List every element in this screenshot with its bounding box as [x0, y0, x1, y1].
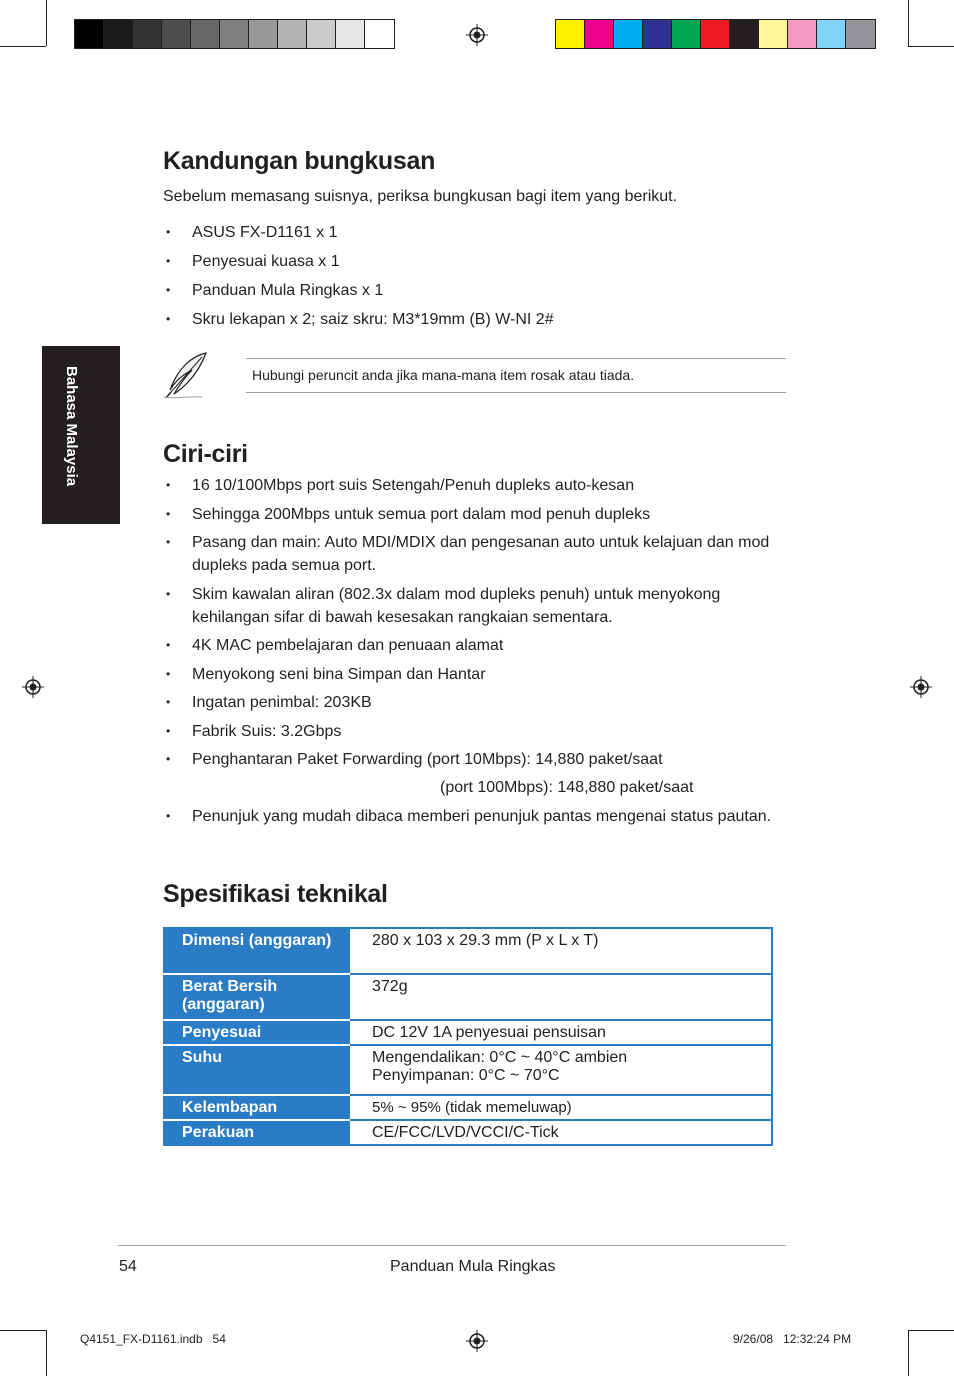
crop-mark [908, 46, 954, 47]
list-item: • ASUS FX-D1161 x 1 [163, 221, 773, 244]
color-swatch [104, 20, 133, 48]
package-items-list [163, 221, 773, 337]
note-box [246, 358, 786, 393]
color-swatch [336, 20, 365, 48]
spec-value: 372g [350, 974, 772, 1020]
page-number: 54 [119, 1258, 137, 1275]
spec-value [350, 1045, 772, 1095]
spec-key: Perakuan [164, 1120, 350, 1145]
color-swatch [730, 20, 759, 48]
table-row [164, 1095, 772, 1120]
list-item: • 16 10/100Mbps port suis Setengah/Penuh dupleks auto-kesan [163, 474, 773, 497]
list-item: • Penunjuk yang mudah dibaca memberi penunjuk pantas mengenai status pautan. [163, 805, 773, 828]
language-side-tab-label: Bahasa Malaysia [63, 366, 80, 487]
color-swatch [278, 20, 307, 48]
table-row [164, 1020, 772, 1045]
print-slug-file: Q4151_FX-D1161.indb 54 [80, 1332, 226, 1346]
color-swatch [249, 20, 278, 48]
crop-mark [46, 0, 47, 46]
color-swatch [75, 20, 104, 48]
list-item [163, 748, 773, 799]
spec-value-line: Penyimpanan: 0°C ~ 70°C [372, 1067, 560, 1084]
footer-guide-title: Panduan Mula Ringkas [390, 1258, 556, 1275]
list-item: • Fabrik Suis: 3.2Gbps [163, 720, 773, 743]
list-item: • Panduan Mula Ringkas x 1 [163, 279, 773, 302]
features-heading: Ciri-ciri [163, 440, 248, 468]
list-item: • Penyesuai kuasa x 1 [163, 250, 773, 273]
forwarding-rate-10mbps: Penghantaran Paket Forwarding (port 10Mbps): 14,880 paket/saat [192, 751, 663, 768]
crop-mark [0, 1330, 46, 1331]
crop-mark [0, 46, 46, 47]
spec-key: Kelembapan [164, 1095, 350, 1120]
crop-mark [46, 1330, 47, 1376]
registration-mark-icon [466, 1330, 488, 1352]
grayscale-color-bar [74, 19, 395, 49]
color-swatch [585, 20, 614, 48]
list-item: • Pasang dan main: Auto MDI/MDIX dan pengesanan auto untuk kelajuan dan mod dupleks pada semua port. [163, 531, 773, 577]
process-color-bar [555, 19, 876, 49]
color-swatch [365, 20, 394, 48]
table-row [164, 1045, 772, 1095]
color-swatch [788, 20, 817, 48]
list-item: • 4K MAC pembelajaran dan penuaan alamat [163, 634, 773, 657]
color-swatch [759, 20, 788, 48]
feather-pen-icon [162, 350, 210, 400]
crop-mark [908, 0, 909, 46]
spec-key: Penyesuai [164, 1020, 350, 1045]
list-item: • Skim kawalan aliran (802.3x dalam mod dupleks penuh) untuk menyokong kehilangan sifar di bawah kesesakan rangkaian sementara. [163, 583, 773, 629]
color-swatch [817, 20, 846, 48]
package-contents-heading: Kandungan bungkusan [163, 147, 436, 175]
spec-value: 280 x 103 x 29.3 mm (P x L x T) [350, 928, 772, 974]
table-row [164, 1120, 772, 1145]
language-side-tab [42, 346, 120, 524]
spec-value: DC 12V 1A penyesuai pensuisan [350, 1020, 772, 1045]
color-swatch [701, 20, 730, 48]
spec-key: Berat Bersih (anggaran) [164, 974, 350, 1020]
spec-key: Suhu [164, 1045, 350, 1095]
footer-divider [118, 1245, 786, 1246]
list-item: • Skru lekapan x 2; saiz skru: M3*19mm (B) W-NI 2# [163, 308, 773, 331]
features-list [163, 474, 773, 833]
spec-value: CE/FCC/LVD/VCCI/C-Tick [372, 1124, 559, 1141]
color-swatch [556, 20, 585, 48]
color-swatch [846, 20, 875, 48]
crop-mark [908, 1330, 954, 1331]
list-item: • Sehingga 200Mbps untuk semua port dalam mod penuh dupleks [163, 503, 773, 526]
color-swatch [307, 20, 336, 48]
color-swatch [133, 20, 162, 48]
color-swatch [614, 20, 643, 48]
registration-mark-icon [466, 24, 488, 46]
specifications-table [163, 927, 773, 1146]
registration-mark-icon [22, 676, 44, 698]
list-item: • Ingatan penimbal: 203KB [163, 691, 773, 714]
list-item: • Menyokong seni bina Simpan dan Hantar [163, 663, 773, 686]
table-row [164, 928, 772, 974]
table-row [164, 974, 772, 1020]
color-swatch [672, 20, 701, 48]
color-swatch [162, 20, 191, 48]
spec-value: 5% ~ 95% (tidak memeluwap) [350, 1095, 772, 1120]
registration-mark-icon [910, 676, 932, 698]
note-text: Hubungi peruncit anda jika mana-mana item rosak atau tiada. [252, 367, 635, 383]
color-swatch [643, 20, 672, 48]
forwarding-rate-100mbps: (port 100Mbps): 148,880 paket/saat [440, 779, 694, 796]
color-swatch [220, 20, 249, 48]
spec-value-line: Mengendalikan: 0°C ~ 40°C ambien [372, 1049, 628, 1066]
spec-key: Dimensi (anggaran) [164, 928, 350, 974]
specifications-heading: Spesifikasi teknikal [163, 880, 388, 908]
print-slug-date: 9/26/08 12:32:24 PM [733, 1332, 852, 1346]
crop-mark [908, 1330, 909, 1376]
color-swatch [191, 20, 220, 48]
package-intro-text: Sebelum memasang suisnya, periksa bungkusan bagi item yang berikut. [163, 188, 678, 205]
